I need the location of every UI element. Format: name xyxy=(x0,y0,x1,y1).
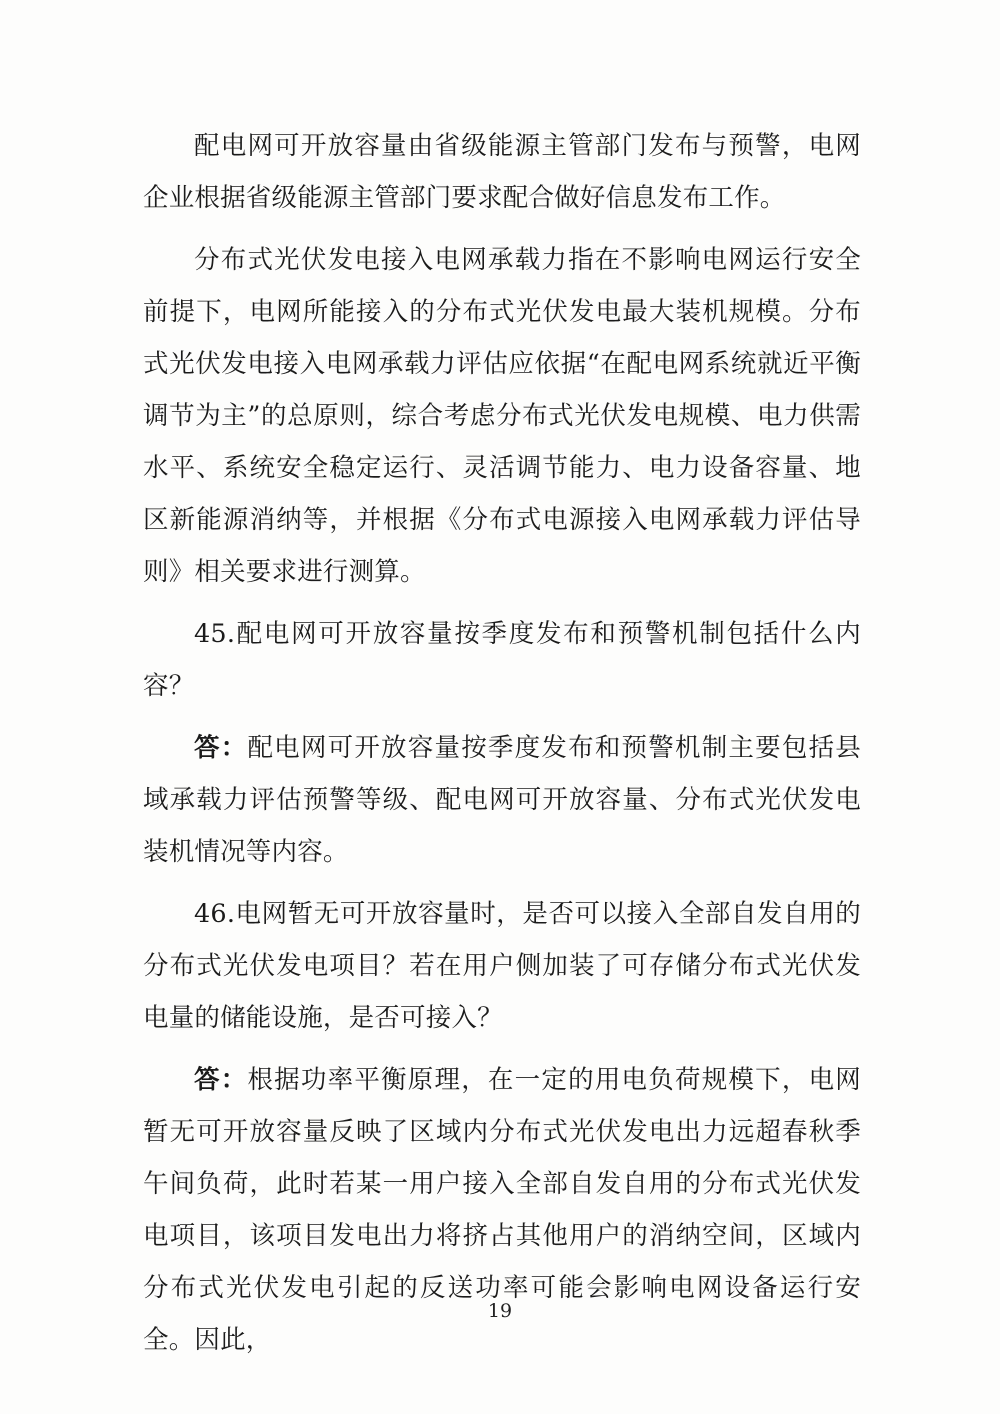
answer-46-lead: 答： xyxy=(194,1065,248,1095)
paragraph-carrying-capacity: 分布式光伏发电接入电网承载力指在不影响电网运行安全前提下，电网所能接入的分布式光伏发电最大装机规模。分布式光伏发电接入电网承载力评估应依据“在配电网系统就近平衡调节为主”的总原则，综合考虑分布式光伏发电规模、电力供需水平、系统安全稳定运行、灵活调节能力、电力设备容量、地区新能源消纳等，并根据《分布式电源接入电网承载力评估导则》相关要求进行测算。 xyxy=(143,245,861,587)
answer-45-text: 配电网可开放容量按季度发布和预警机制主要包括县域承载力评估预警等级、配电网可开放容量、分布式光伏发电装机情况等内容。 xyxy=(143,733,861,867)
paragraph-intro-capacity: 配电网可开放容量由省级能源主管部门发布与预警，电网企业根据省级能源主管部门要求配合做好信息发布工作。 xyxy=(143,131,861,213)
question-46: 46.电网暂无可开放容量时，是否可以接入全部自发自用的分布式光伏发电项目？若在用户侧加装了可存储分布式光伏发电量的储能设施，是否可接入？ xyxy=(143,899,861,1033)
question-45: 45.配电网可开放容量按季度发布和预警机制包括什么内容？ xyxy=(143,619,861,701)
answer-45 xyxy=(143,722,861,878)
page-body xyxy=(143,120,861,1376)
answer-46-text: 根据功率平衡原理，在一定的用电负荷规模下，电网暂无可开放容量反映了区域内分布式光伏发电出力远超春秋季午间负荷，此时若某一用户接入全部自发自用的分布式光伏发电项目，该项目发电出力将挤占其他用户的消纳空间，区域内分布式光伏发电引起的反送功率可能会影响电网设备运行安全。因此， xyxy=(143,1065,861,1355)
answer-45-lead: 答： xyxy=(194,733,248,763)
page-number: 19 xyxy=(487,1300,513,1322)
